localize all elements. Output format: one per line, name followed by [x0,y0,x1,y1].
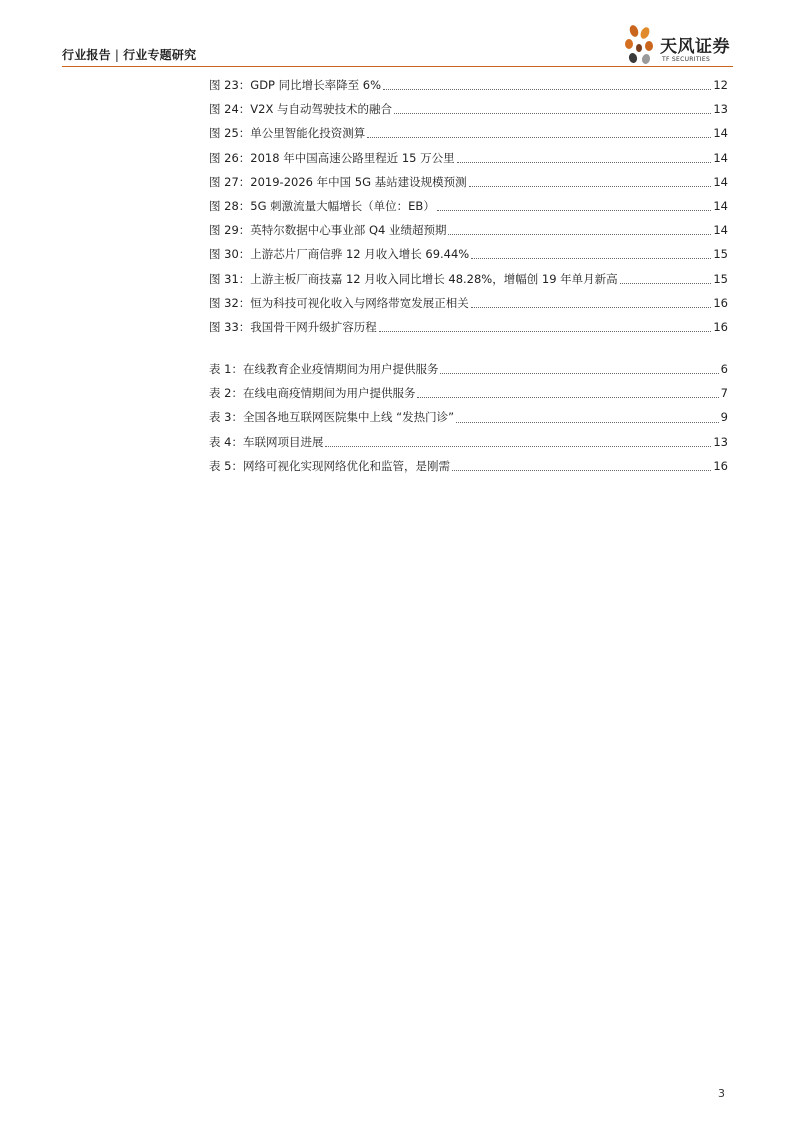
company-logo [620,22,735,68]
toc-entry[interactable] [209,405,728,429]
section-spacer [209,339,728,357]
toc-entry-label: 表 3：全国各地互联网医院集中上线 “发热门诊” [209,410,455,425]
toc-entry-label: 图 32：恒为科技可视化收入与网络带宽发展正相关 [209,295,469,310]
toc-entry-label: 表 2：在线电商疫情期间为用户提供服务 [209,386,416,401]
toc-leader-dots [448,233,711,235]
toc-entry-label: 图 25：单公里智能化投资测算 [209,126,366,141]
toc-entry[interactable] [209,267,728,291]
header-report-type: 行业报告 [62,48,111,62]
toc-leader-dots [379,330,712,332]
toc-entry-page: 9 [720,410,728,425]
toc-leader-dots [469,185,712,187]
toc-entry-label: 表 4：车联网项目进展 [209,434,324,449]
toc-entry-label: 图 24：V2X 与自动驾驶技术的融合 [209,102,393,117]
toc-leader-dots [367,136,711,138]
toc-entry[interactable] [209,291,728,315]
toc-leader-dots [456,421,719,423]
header-divider [62,66,733,67]
toc-entry[interactable] [209,170,728,194]
figure-list [209,73,728,339]
toc-entry-page: 15 [713,247,728,262]
page-number: 3 [718,1087,725,1100]
logo-company-name-en: TF SECURITIES [662,56,711,63]
toc-leader-dots [383,88,711,90]
toc-entry-page: 14 [713,198,728,213]
toc-entry-label: 图 27：2019-2026 年中国 5G 基站建设规模预测 [209,174,467,189]
header-separator: | [114,48,120,62]
toc-entry[interactable] [209,121,728,145]
toc-entry-page: 14 [713,126,728,141]
toc-entry-label: 图 26：2018 年中国高速公路里程近 15 万公里 [209,150,455,165]
toc-entry-label: 图 29：英特尔数据中心事业部 Q4 业绩超预期 [209,223,447,238]
toc-entry-page: 7 [720,386,728,401]
toc-entry[interactable] [209,73,728,97]
toc-entry-label: 图 33：我国骨干网升级扩容历程 [209,319,377,334]
table-list [209,357,728,478]
toc-entry-page: 13 [713,102,728,117]
toc-entry[interactable] [209,315,728,339]
toc-entry[interactable] [209,381,728,405]
toc-leader-dots [417,396,718,398]
header-report-subtype: 行业专题研究 [123,48,197,62]
toc-entry-page: 16 [713,458,728,473]
logo-flower-icon [620,22,660,68]
toc-entry[interactable] [209,242,728,266]
toc-leader-dots [620,282,712,284]
toc-entry[interactable] [209,218,728,242]
header-breadcrumb [62,46,196,63]
toc-entry[interactable] [209,97,728,121]
toc-leader-dots [325,445,711,447]
toc-leader-dots [437,209,712,211]
toc-leader-dots [471,257,711,259]
toc-entry-label: 图 23：GDP 同比增长率降至 6% [209,78,382,92]
toc-leader-dots [452,469,711,471]
toc-entry-page: 6 [720,362,728,377]
toc-entry-page: 14 [713,150,728,165]
toc-entry[interactable] [209,146,728,170]
toc-entry-page: 12 [713,78,728,92]
toc-entry[interactable] [209,357,728,381]
toc-leader-dots [394,112,711,114]
table-of-contents [209,73,728,478]
toc-entry[interactable] [209,430,728,454]
toc-entry-page: 15 [713,271,728,286]
toc-entry-page: 16 [713,319,728,334]
toc-entry-label: 图 28：5G 刺激流量大幅增长（单位：EB） [209,198,435,213]
toc-entry-label: 图 30：上游芯片厂商信骅 12 月收入增长 69.44% [209,247,470,262]
toc-entry[interactable] [209,194,728,218]
toc-entry-label: 图 31：上游主板厂商技嘉 12 月收入同比增长 48.28%，增幅创 19 年单月新高 [209,271,618,286]
toc-leader-dots [457,161,712,163]
logo-company-name: 天风证券 [660,37,730,57]
toc-leader-dots [440,372,718,374]
toc-entry-page: 13 [713,434,728,449]
toc-entry-label: 表 1：在线教育企业疫情期间为用户提供服务 [209,362,439,377]
toc-entry-label: 表 5：网络可视化实现网络优化和监管，是刚需 [209,458,450,473]
toc-entry-page: 14 [713,174,728,189]
toc-leader-dots [471,306,712,308]
toc-entry-page: 16 [713,295,728,310]
toc-entry-page: 14 [713,223,728,238]
toc-entry[interactable] [209,454,728,478]
